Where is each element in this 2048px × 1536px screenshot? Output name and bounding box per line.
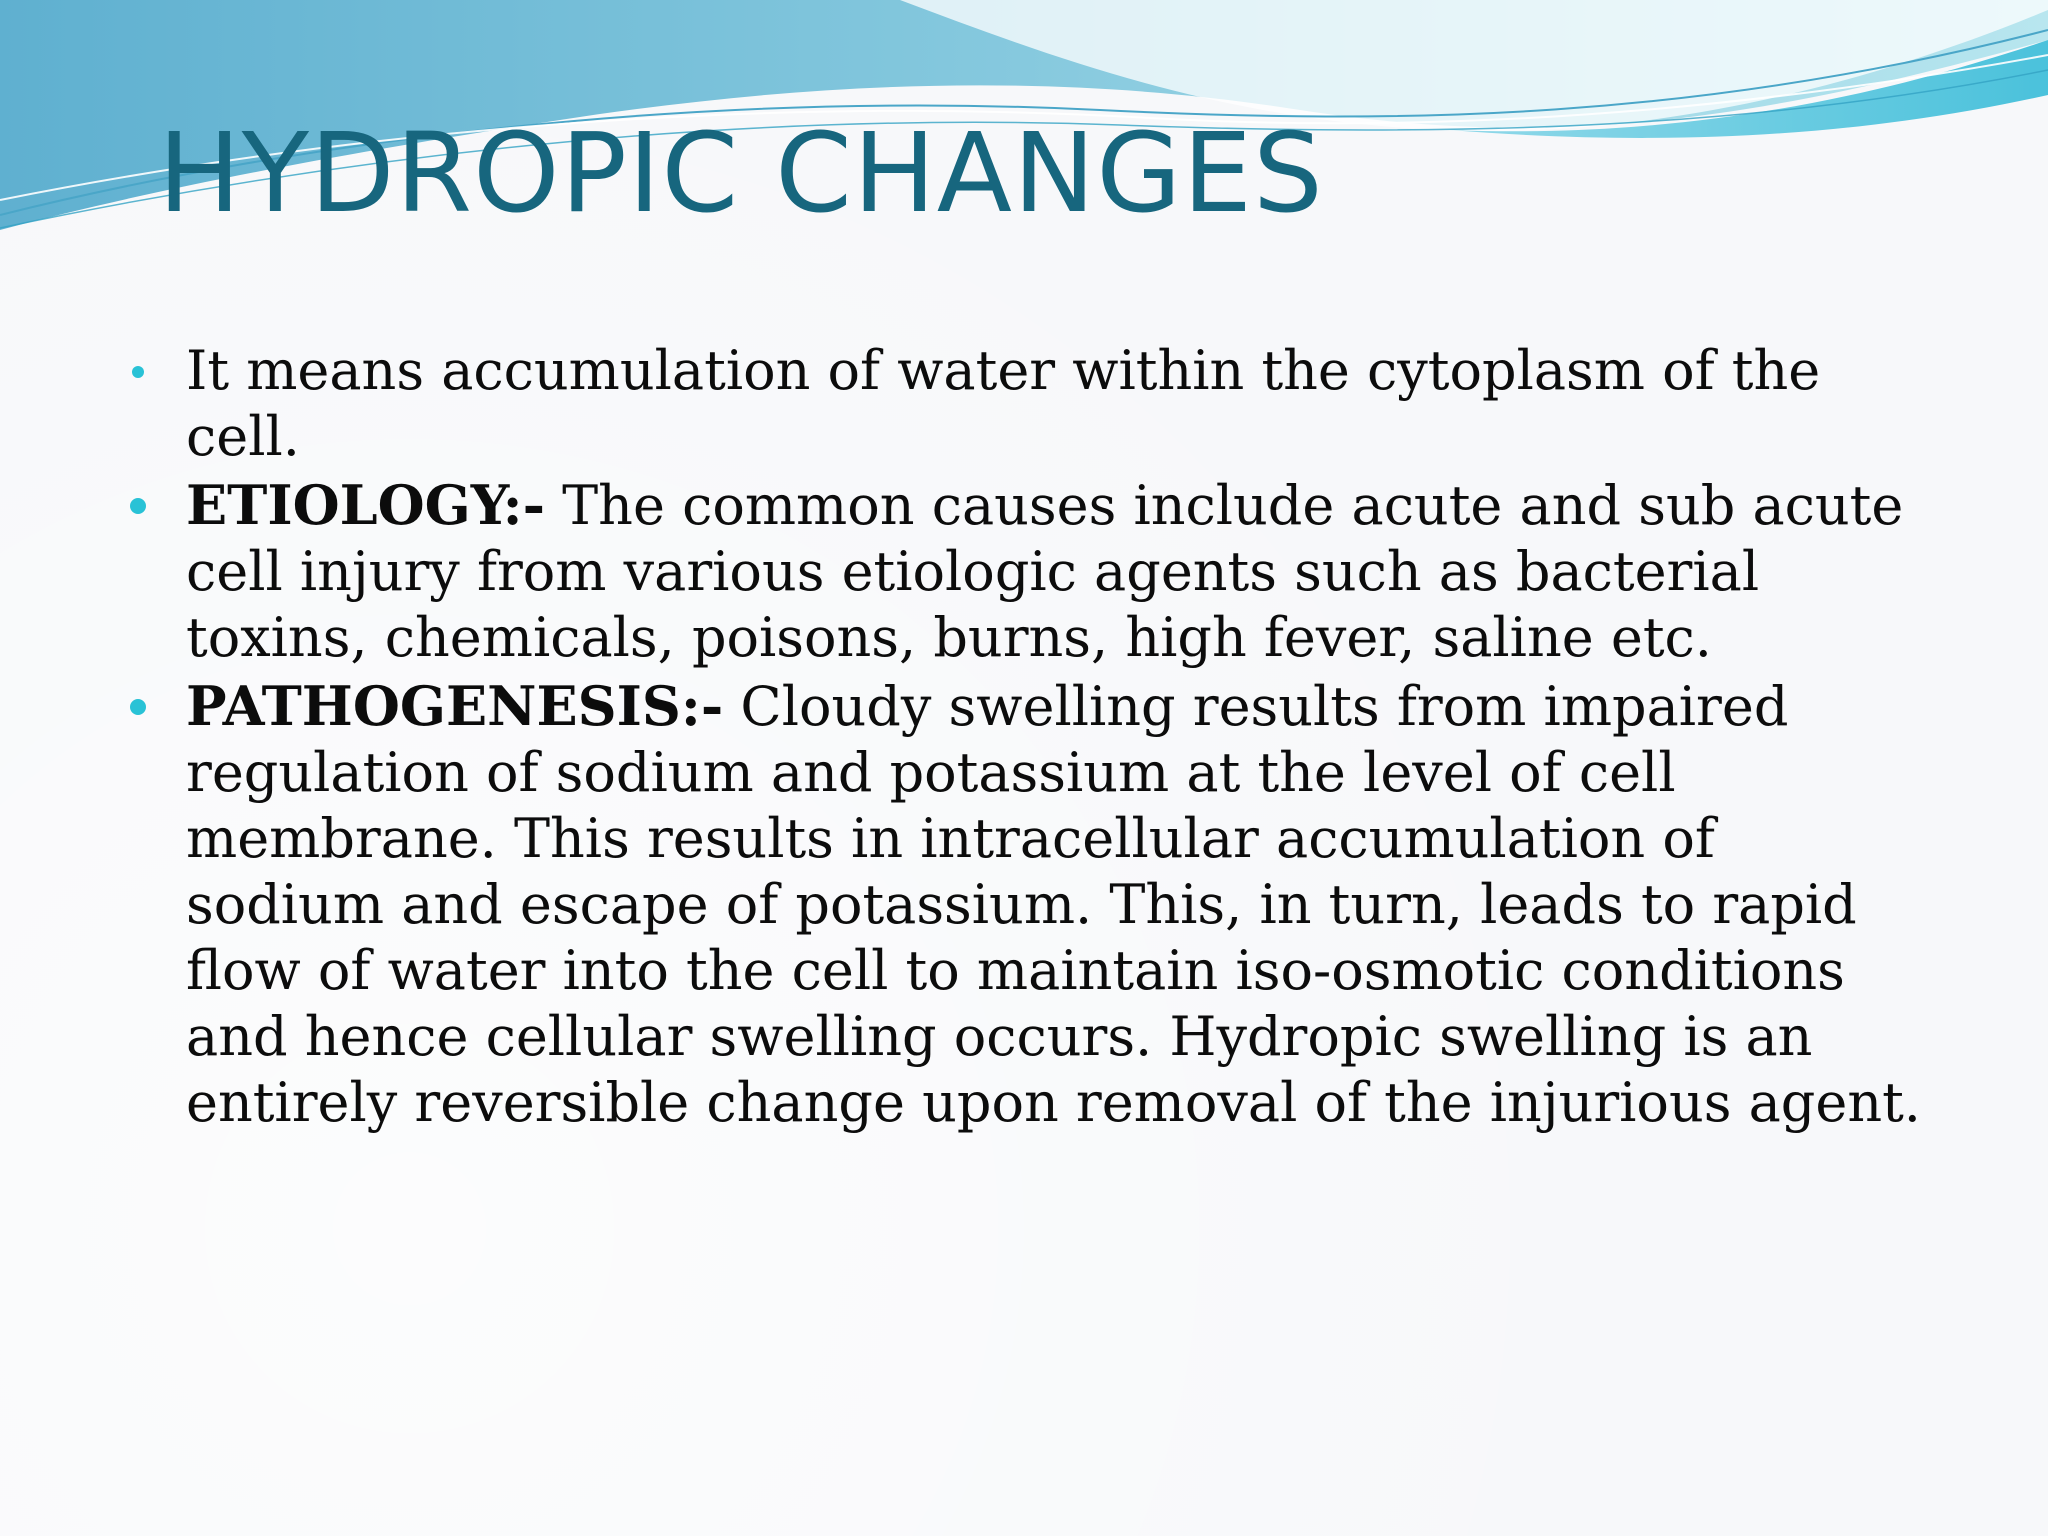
bullet-dot-icon [130, 699, 146, 715]
bullet-item-etiology [126, 472, 1926, 671]
slide-title: HYDROPIC CHANGES [158, 109, 1324, 237]
bullet-item-definition [126, 338, 1926, 470]
bullet-text: It means accumulation of water within the cytoplasm of the cell. [186, 339, 1821, 468]
bullet-text: Cloudy swelling results from impaired regulation of sodium and potassium at the level of cell membrane. This results in intracellular accumulation of sodium and escape of potassium. This, in turn, leads to rapid flow of water into the cell to maintain iso-osmotic conditions and hence cellular swelling occurs. Hydropic swelling is an entirely reversible change upon removal of the injurious agent. [186, 675, 1921, 1134]
bullet-list [126, 338, 1926, 1138]
bullet-dot-icon [132, 366, 144, 378]
bullet-lead: ETIOLOGY:- [186, 473, 545, 537]
bullet-lead: PATHOGENESIS:- [186, 674, 724, 738]
bullet-dot-icon [130, 498, 146, 514]
bullet-text: The common causes include acute and sub acute cell injury from various etiologic agents such as bacterial toxins, chemicals, poisons, burns, high fever, saline etc. [186, 474, 1904, 669]
bullet-item-pathogenesis [126, 673, 1926, 1136]
